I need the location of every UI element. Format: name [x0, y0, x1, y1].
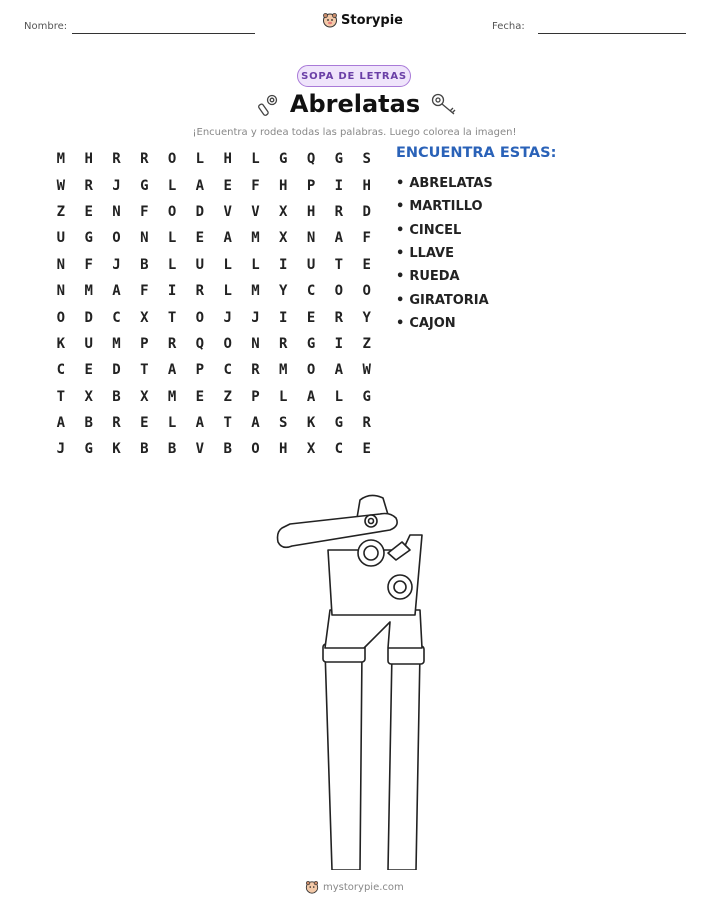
can-opener-icon-right — [430, 92, 458, 118]
grid-letter[interactable]: H — [362, 177, 371, 194]
grid-letter[interactable]: E — [84, 362, 93, 379]
grid-letter[interactable]: L — [251, 256, 260, 273]
grid-letter[interactable]: R — [334, 203, 344, 220]
grid-letter[interactable]: O — [223, 335, 232, 352]
grid-letter[interactable]: Y — [362, 309, 371, 326]
grid-letter[interactable]: G — [362, 388, 371, 405]
grid-letter[interactable]: E — [306, 309, 316, 326]
words-heading: ENCUENTRA ESTAS: — [396, 145, 557, 161]
grid-letter[interactable]: F — [140, 203, 149, 220]
grid-letter[interactable]: S — [362, 151, 371, 168]
grid-letter[interactable]: B — [167, 441, 177, 458]
grid-letter[interactable]: G — [334, 151, 344, 168]
bullet: • — [396, 246, 405, 262]
grid-letter[interactable]: O — [195, 309, 205, 326]
grid-letter[interactable]: W — [56, 177, 66, 194]
grid-letter[interactable]: Q — [195, 335, 205, 352]
word-list — [396, 172, 493, 335]
grid-letter[interactable]: R — [334, 309, 344, 326]
grid-letter[interactable]: G — [140, 177, 149, 194]
grid-letter[interactable]: L — [167, 256, 177, 273]
word-text: ABRELATAS — [409, 176, 493, 192]
mascot-icon — [322, 12, 338, 28]
grid-letter[interactable]: J — [112, 177, 121, 194]
grid-letter[interactable]: M — [251, 283, 260, 300]
grid-letter[interactable]: P — [306, 177, 316, 194]
grid-letter[interactable]: V — [223, 203, 232, 220]
grid-letter[interactable]: S — [279, 415, 288, 432]
grid-letter[interactable]: A — [112, 283, 121, 300]
footer-url[interactable]: mystorypie.com — [323, 881, 404, 893]
grid-letter[interactable]: A — [334, 362, 344, 379]
grid-letter[interactable]: F — [140, 283, 149, 300]
grid-letter[interactable]: M — [84, 283, 93, 300]
grid-letter[interactable]: E — [140, 415, 149, 432]
grid-letter[interactable]: B — [112, 388, 121, 405]
grid-letter[interactable]: T — [56, 388, 66, 405]
grid-letter[interactable]: X — [279, 230, 288, 247]
grid-letter[interactable]: I — [279, 256, 288, 273]
grid-letter[interactable]: R — [112, 415, 121, 432]
word-text: LLAVE — [409, 246, 454, 262]
page-title: Abrelatas — [289, 90, 421, 118]
grid-letter[interactable]: U — [56, 230, 66, 247]
grid-row — [47, 225, 381, 251]
grid-letter[interactable]: X — [279, 203, 288, 220]
grid-letter[interactable]: R — [167, 335, 177, 352]
grid-letter[interactable]: L — [167, 230, 177, 247]
grid-letter[interactable]: B — [84, 415, 93, 432]
grid-letter[interactable]: N — [56, 283, 66, 300]
grid-letter[interactable]: J — [251, 309, 260, 326]
grid-letter[interactable]: E — [223, 177, 232, 194]
grid-letter[interactable]: R — [84, 177, 93, 194]
grid-letter[interactable]: M — [279, 362, 288, 379]
grid-letter[interactable]: L — [223, 283, 232, 300]
grid-letter[interactable]: C — [334, 441, 344, 458]
bullet: • — [396, 269, 405, 285]
grid-letter[interactable]: A — [195, 177, 205, 194]
grid-letter[interactable]: G — [334, 415, 344, 432]
grid-letter[interactable]: P — [195, 362, 205, 379]
grid-letter[interactable]: R — [251, 362, 260, 379]
grid-letter[interactable]: L — [334, 388, 344, 405]
grid-letter[interactable]: A — [56, 415, 66, 432]
grid-letter[interactable]: G — [306, 335, 316, 352]
grid-letter[interactable]: Z — [223, 388, 232, 405]
grid-letter[interactable]: J — [112, 256, 121, 273]
word-text: GIRATORIA — [409, 292, 489, 308]
word-list-item — [396, 288, 493, 311]
grid-letter[interactable]: E — [362, 256, 371, 273]
footer — [305, 880, 404, 894]
word-list-item — [396, 219, 493, 242]
grid-letter[interactable]: H — [279, 441, 288, 458]
grid-letter[interactable]: O — [56, 309, 66, 326]
grid-letter[interactable]: J — [56, 441, 66, 458]
grid-letter[interactable]: M — [56, 151, 66, 168]
grid-letter[interactable]: A — [251, 415, 260, 432]
grid-letter[interactable]: U — [195, 256, 205, 273]
grid-letter[interactable]: C — [223, 362, 232, 379]
grid-letter[interactable]: O — [167, 203, 177, 220]
word-list-item — [396, 312, 493, 335]
grid-letter[interactable]: T — [223, 415, 232, 432]
grid-letter[interactable]: F — [84, 256, 93, 273]
word-text: CAJON — [409, 315, 456, 331]
grid-letter[interactable]: H — [223, 151, 232, 168]
grid-letter[interactable]: W — [362, 362, 371, 379]
grid-letter[interactable]: U — [306, 256, 316, 273]
brand-name: Storypie — [341, 12, 403, 28]
grid-letter[interactable]: G — [84, 230, 93, 247]
word-list-item — [396, 265, 493, 288]
grid-letter[interactable]: E — [84, 203, 93, 220]
grid-letter[interactable]: R — [112, 151, 121, 168]
grid-letter[interactable]: K — [56, 335, 66, 352]
grid-letter[interactable]: L — [195, 151, 205, 168]
grid-letter[interactable]: R — [362, 415, 371, 432]
grid-letter[interactable]: X — [140, 309, 149, 326]
grid-letter[interactable]: E — [195, 388, 205, 405]
grid-letter[interactable]: N — [112, 203, 121, 220]
bullet: • — [396, 222, 405, 238]
grid-letter[interactable]: B — [140, 256, 149, 273]
grid-letter[interactable]: J — [223, 309, 232, 326]
grid-letter[interactable]: L — [251, 151, 260, 168]
grid-letter[interactable]: O — [251, 441, 260, 458]
grid-letter[interactable]: D — [84, 309, 93, 326]
grid-letter[interactable]: Z — [362, 335, 371, 352]
word-search-badge: SOPA DE LETRAS — [297, 65, 411, 87]
grid-letter[interactable]: H — [279, 177, 288, 194]
name-label: Nombre: — [24, 21, 68, 32]
grid-letter[interactable]: N — [140, 230, 149, 247]
grid-letter[interactable]: L — [279, 388, 288, 405]
word-list-item — [396, 195, 493, 218]
grid-letter[interactable]: X — [306, 441, 316, 458]
grid-row — [47, 357, 381, 383]
grid-letter[interactable]: O — [306, 362, 316, 379]
can-opener-illustration — [270, 490, 440, 870]
grid-row — [47, 331, 381, 357]
grid-letter[interactable]: M — [251, 230, 260, 247]
grid-letter[interactable]: C — [306, 283, 316, 300]
grid-letter[interactable]: V — [251, 203, 260, 220]
grid-letter[interactable]: N — [251, 335, 260, 352]
word-text: CINCEL — [409, 222, 462, 238]
grid-letter[interactable]: O — [112, 230, 121, 247]
grid-letter[interactable]: I — [334, 177, 344, 194]
grid-letter[interactable]: O — [362, 283, 371, 300]
grid-letter[interactable]: X — [84, 388, 93, 405]
grid-row — [47, 410, 381, 436]
grid-letter[interactable]: Y — [279, 283, 288, 300]
grid-letter[interactable]: M — [112, 335, 121, 352]
grid-letter[interactable]: L — [167, 177, 177, 194]
grid-letter[interactable]: E — [195, 230, 205, 247]
grid-letter[interactable]: L — [167, 415, 177, 432]
grid-letter[interactable]: I — [167, 283, 177, 300]
grid-letter[interactable]: A — [223, 230, 232, 247]
grid-letter[interactable]: A — [167, 362, 177, 379]
bullet: • — [396, 315, 405, 331]
grid-row — [47, 199, 381, 225]
word-text: MARTILLO — [409, 199, 483, 215]
grid-letter[interactable]: I — [279, 309, 288, 326]
grid-letter[interactable]: O — [334, 283, 344, 300]
mascot-icon — [305, 880, 319, 894]
grid-letter[interactable]: Z — [56, 203, 66, 220]
bullet: • — [396, 199, 405, 215]
date-line[interactable] — [538, 33, 686, 34]
grid-letter[interactable]: F — [362, 230, 371, 247]
grid-letter[interactable]: N — [306, 230, 316, 247]
letter-grid — [47, 146, 381, 463]
grid-row — [47, 252, 381, 278]
grid-letter[interactable]: K — [306, 415, 316, 432]
storypie-logo — [322, 12, 403, 28]
grid-letter[interactable]: O — [167, 151, 177, 168]
grid-letter[interactable]: C — [112, 309, 121, 326]
grid-letter[interactable]: M — [167, 388, 177, 405]
grid-letter[interactable]: C — [56, 362, 66, 379]
grid-letter[interactable]: D — [195, 203, 205, 220]
grid-letter[interactable]: K — [112, 441, 121, 458]
grid-letter[interactable]: H — [306, 203, 316, 220]
grid-letter[interactable]: B — [140, 441, 149, 458]
grid-letter[interactable]: E — [362, 441, 371, 458]
grid-row — [47, 436, 381, 462]
grid-letter[interactable]: T — [140, 362, 149, 379]
grid-row — [47, 278, 381, 304]
grid-letter[interactable]: I — [334, 335, 344, 352]
grid-letter[interactable]: V — [195, 441, 205, 458]
grid-letter[interactable]: B — [223, 441, 232, 458]
grid-letter[interactable]: X — [140, 388, 149, 405]
grid-letter[interactable]: T — [334, 256, 344, 273]
grid-letter[interactable]: H — [84, 151, 93, 168]
grid-letter[interactable]: A — [195, 415, 205, 432]
word-text: RUEDA — [409, 269, 460, 285]
grid-row — [47, 172, 381, 198]
grid-letter[interactable]: P — [251, 388, 260, 405]
grid-row — [47, 384, 381, 410]
grid-letter[interactable]: R — [279, 335, 288, 352]
grid-letter[interactable]: F — [251, 177, 260, 194]
grid-letter[interactable]: T — [167, 309, 177, 326]
grid-letter[interactable]: N — [56, 256, 66, 273]
grid-row — [47, 304, 381, 330]
grid-letter[interactable]: R — [140, 151, 149, 168]
grid-row — [47, 146, 381, 172]
bullet: • — [396, 176, 405, 192]
grid-letter[interactable]: G — [279, 151, 288, 168]
grid-letter[interactable]: A — [334, 230, 344, 247]
grid-letter[interactable]: R — [195, 283, 205, 300]
grid-letter[interactable]: Q — [306, 151, 316, 168]
grid-letter[interactable]: D — [112, 362, 121, 379]
grid-letter[interactable]: D — [362, 203, 371, 220]
grid-letter[interactable]: U — [84, 335, 93, 352]
word-list-item — [396, 242, 493, 265]
instructions: ¡Encuentra y rodea todas las palabras. Luego colorea la imagen! — [192, 127, 517, 138]
word-list-item — [396, 172, 493, 195]
grid-letter[interactable]: P — [140, 335, 149, 352]
name-line[interactable] — [72, 33, 255, 34]
grid-letter[interactable]: G — [84, 441, 93, 458]
grid-letter[interactable]: A — [306, 388, 316, 405]
grid-letter[interactable]: L — [223, 256, 232, 273]
date-label: Fecha: — [492, 21, 525, 32]
bullet: • — [396, 292, 405, 308]
